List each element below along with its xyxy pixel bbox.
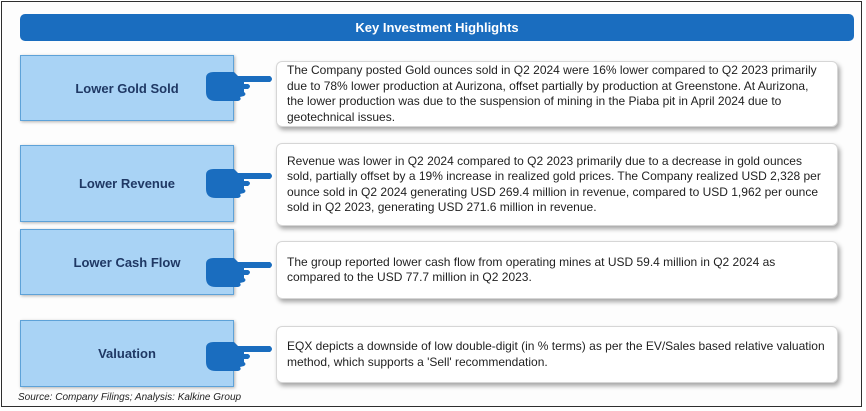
highlight-text: The group reported lower cash flow from operating mines at USD 59.4 million in Q2 2024 as compared to the USD 77.7 million in Q2 2023.	[287, 254, 776, 284]
pointing-hand-icon	[204, 165, 274, 201]
highlight-text-box	[276, 326, 838, 383]
source-note: Source: Company Filings; Analysis: Kalkine Group	[18, 392, 242, 403]
pointing-hand-icon	[204, 68, 274, 104]
section-header: Key Investment Highlights	[20, 14, 854, 41]
highlight-text: Revenue was lower in Q2 2024 compared to Q2 2023 primarily due to a decrease in gold ounces sold, partially offset by a 19% increase in realized gold prices. The Company realized USD 2,328 per ounce sold in Q2 2024 generating USD 269.4 million in revenue, compared to USD 1,962 per ounce sold in Q2 2023, generating USD 271.6 million in revenue.	[287, 153, 821, 214]
highlight-label-valuation: Valuation	[20, 320, 234, 387]
highlight-label-lower-revenue: Lower Revenue	[20, 145, 234, 222]
pointing-hand-icon	[204, 338, 274, 374]
highlight-label-lower-cash-flow: Lower Cash Flow	[20, 229, 234, 295]
pointing-hand-icon	[204, 254, 274, 290]
highlight-text: EQX depicts a downside of low double-digit (in % terms) as per the EV/Sales based relative valuation method, which supports a 'Sell' recommendation.	[287, 339, 825, 369]
highlight-text-box	[276, 143, 838, 226]
highlight-text-box	[276, 241, 838, 299]
highlight-text-box	[276, 61, 838, 127]
highlight-label-lower-gold-sold: Lower Gold Sold	[20, 55, 234, 121]
highlight-text: The Company posted Gold ounces sold in Q2 2024 were 16% lower compared to Q2 2023 primarily due to 78% lower production at Aurizona, offset partially by production at Greenstone. At Aurizona, the lower production was due to the suspension of mining in the Piaba pit in April 2024 due to geotechnical issues.	[287, 63, 817, 124]
